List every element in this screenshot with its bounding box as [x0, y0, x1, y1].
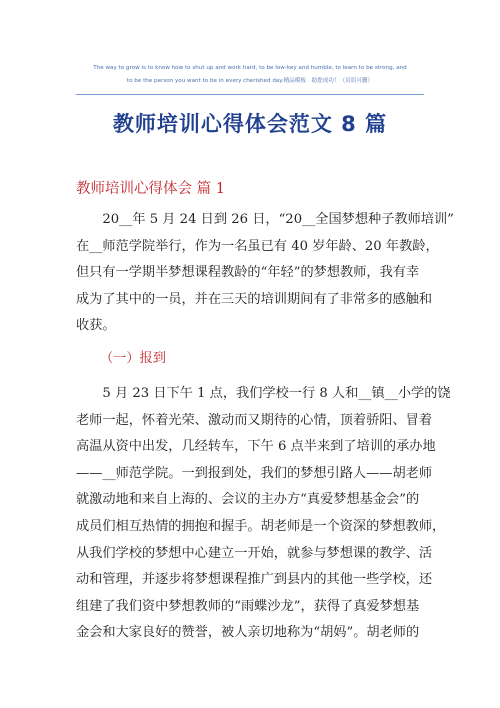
banner-line-2: to be the person you want to be in every cherished day.精品模板 助您成功！（页眉可删）: [126, 78, 374, 84]
header-banner: [60, 62, 440, 88]
banner-line-1: The way to grow is to know how to shut up and work hard, to be low-key and humble, to learn to be strong, and: [93, 65, 407, 71]
paragraph-line: 5 月 23 日下午 1 点，我们学校一行 8 人和__镇__小学的饶: [76, 386, 451, 401]
header-divider: [76, 94, 424, 95]
paragraph-line: 高温从资中出发，几经转车，下午 6 点半来到了培训的承办地: [76, 439, 436, 455]
paragraph-line: 金会和大家良好的赞誉，被人亲切地称为“胡妈”。胡老师的: [76, 625, 420, 641]
paragraph-line: 就激动地和来自上海的、会议的主办方“真爱梦想基金会”的: [76, 492, 420, 508]
paragraph-line: 老师一起，怀着光荣、激动而又期待的心情，顶着骄阳、冒着: [76, 412, 433, 428]
paragraph-1: [76, 207, 454, 340]
paragraph-line: 但只有一学期半梦想课程教龄的“年轻”的梦想教师，我有幸: [76, 265, 420, 281]
paragraph-line: 20__年 5 月 24 日到 26 日，“20__全国梦想种子教师培训”: [76, 212, 454, 227]
paragraph-line: 在__师范学院举行，作为一名虽已有 40 岁年龄、20 年教龄，: [76, 238, 439, 254]
paragraph-line: 成为了其中的一员，并在三天的培训期间有了非常多的感触和: [76, 291, 433, 307]
paragraph-line: 从我们学校的梦想中心建立一开始，就参与梦想课的教学、活: [76, 545, 433, 561]
paragraph-2: [76, 381, 451, 647]
document-title: 教师培训心得体会范文 8 篇: [112, 112, 388, 136]
paragraph-line: 动和管理，并逐步将梦想课程推广到县内的其他一些学校，还: [76, 572, 433, 588]
paragraph-line: 成员们相互热情的拥抱和握手。胡老师是一个资深的梦想教师，: [76, 518, 446, 534]
paragraph-line: 组建了我们资中梦想教师的“雨蝶沙龙”，获得了真爱梦想基: [76, 598, 420, 614]
paragraph-line: 收获。: [76, 318, 116, 334]
paragraph-line: ——__师范学院。一到报到处，我们的梦想引路人——胡老师: [76, 465, 433, 481]
section-heading: 教师培训心得体会 篇 1: [76, 181, 225, 197]
subheading-registration: （一）报到: [100, 351, 166, 366]
